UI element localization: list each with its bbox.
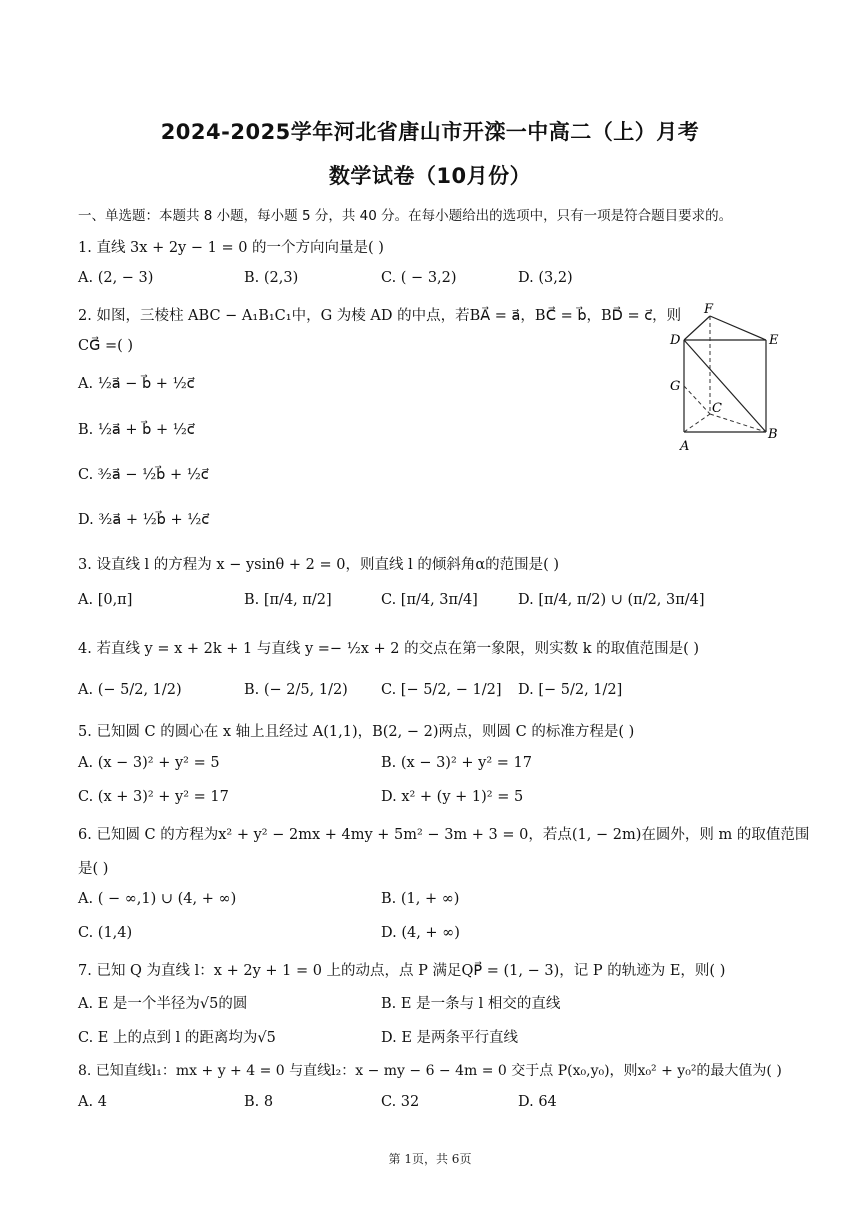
- question-2-option-c: C. ³⁄₂a⃗ − ½b⃗ + ½c⃗: [78, 467, 209, 483]
- question-6-stem-line-2: 是( ): [78, 861, 109, 877]
- question-2-stem-line-2: CG⃗ =( ): [78, 338, 134, 354]
- edge-ac: [684, 414, 710, 432]
- edge-df: [684, 316, 710, 340]
- question-6-stem-line-1: 6. 已知圆 C 的方程为x² + y² − 2mx + 4my + 5m² − 3m + 3 = 0，若点(1, − 2m)在圆外，则 m 的取值范围: [78, 827, 810, 843]
- question-8-option-c: C. 32: [381, 1094, 420, 1110]
- question-1-option-b: B. (2,3): [244, 270, 299, 286]
- label-g: G: [670, 379, 681, 394]
- question-4-option-a: A. (− 5/2, 1/2): [78, 682, 182, 698]
- question-5-option-b: B. (x − 3)² + y² = 17: [381, 755, 532, 771]
- question-5-stem: 5. 已知圆 C 的圆心在 x 轴上且经过 A(1,1)，B(2, − 2)两点，则圆 C 的标准方程是( ): [78, 724, 635, 740]
- question-2-option-d: D. ³⁄₂a⃗ + ½b⃗ + ½c⃗: [78, 512, 210, 528]
- prism-figure: [664, 300, 794, 460]
- label-c: C: [712, 401, 722, 416]
- question-8-option-b: B. 8: [244, 1094, 274, 1110]
- question-4-option-b: B. (− 2/5, 1/2): [244, 682, 348, 698]
- question-2-option-a: A. ½a⃗ − b⃗ + ½c⃗: [78, 376, 195, 392]
- label-a: A: [680, 439, 690, 454]
- label-d: D: [670, 333, 681, 348]
- question-1-option-d: D. (3,2): [518, 270, 573, 286]
- question-4-option-c: C. [− 5/2, − 1/2]: [381, 682, 502, 698]
- question-7-stem: 7. 已知 Q 为直线 l：x + 2y + 1 = 0 上的动点，点 P 满足QP⃗ = (1, − 3)，记 P 的轨迹为 E，则( ): [78, 963, 726, 979]
- question-8-option-a: A. 4: [78, 1094, 107, 1110]
- title-line-1: 2024-2025学年河北省唐山市开滦一中高二（上）月考: [160, 120, 700, 144]
- question-4-stem: 4. 若直线 y = x + 2k + 1 与直线 y =− ½x + 2 的交点在第一象限，则实数 k 的取值范围是( ): [78, 641, 700, 657]
- question-1-option-a: A. (2, − 3): [78, 270, 154, 286]
- question-7-option-b: B. E 是一条与 l 相交的直线: [381, 996, 561, 1012]
- question-2-option-b: B. ½a⃗ + b⃗ + ½c⃗: [78, 422, 195, 438]
- question-2-stem-line-1: 2. 如图，三棱柱 ABC − A₁B₁C₁中，G 为棱 AD 的中点，若BA⃗ = a⃗，BC⃗ = b⃗，BD⃗ = c⃗，则: [78, 308, 682, 324]
- question-6-option-d: D. (4, + ∞): [381, 925, 460, 941]
- question-1-option-c: C. ( − 3,2): [381, 270, 457, 286]
- question-3-stem: 3. 设直线 l 的方程为 x − ysinθ + 2 = 0，则直线 l 的倾斜角α的范围是( ): [78, 557, 560, 573]
- question-6-option-b: B. (1, + ∞): [381, 891, 460, 907]
- question-1-stem: 1. 直线 3x + 2y − 1 = 0 的一个方向向量是( ): [78, 240, 384, 256]
- question-3-option-d: D. [π/4, π/2) ∪ (π/2, 3π/4]: [518, 592, 705, 608]
- question-6-option-c: C. (1,4): [78, 925, 133, 941]
- label-e: E: [769, 333, 779, 348]
- edge-db: [684, 340, 766, 432]
- question-8-stem: 8. 已知直线l₁：mx + y + 4 = 0 与直线l₂：x − my − 6 − 4m = 0 交于点 P(x₀,y₀)，则x₀² + y₀²的最大值为( ): [78, 1063, 782, 1079]
- question-5-option-a: A. (x − 3)² + y² = 5: [78, 755, 220, 771]
- question-3-option-a: A. [0,π]: [78, 592, 133, 608]
- question-8-option-d: D. 64: [518, 1094, 557, 1110]
- page-footer: 第 1页，共 6页: [388, 1152, 472, 1166]
- section-heading: 一、单选题：本题共 8 小题，每小题 5 分，共 40 分。在每小题给出的选项中，只有一项是符合题目要求的。: [78, 208, 733, 224]
- edge-gc: [684, 386, 710, 414]
- question-5-option-c: C. (x + 3)² + y² = 17: [78, 789, 229, 805]
- question-4-option-d: D. [− 5/2, 1/2]: [518, 682, 623, 698]
- title-line-2: 数学试卷（10月份）: [328, 164, 532, 188]
- question-5-option-d: D. x² + (y + 1)² = 5: [381, 789, 524, 805]
- question-3-option-b: B. [π/4, π/2]: [244, 592, 332, 608]
- question-3-option-c: C. [π/4, 3π/4]: [381, 592, 478, 608]
- edge-fe: [710, 316, 766, 340]
- label-b: B: [768, 427, 778, 442]
- question-6-option-a: A. ( − ∞,1) ∪ (4, + ∞): [78, 891, 237, 907]
- label-f: F: [704, 302, 714, 317]
- question-7-option-c: C. E 上的点到 l 的距离均为√5: [78, 1030, 276, 1046]
- question-7-option-a: A. E 是一个半径为√5的圆: [78, 996, 248, 1012]
- question-7-option-d: D. E 是两条平行直线: [381, 1030, 519, 1046]
